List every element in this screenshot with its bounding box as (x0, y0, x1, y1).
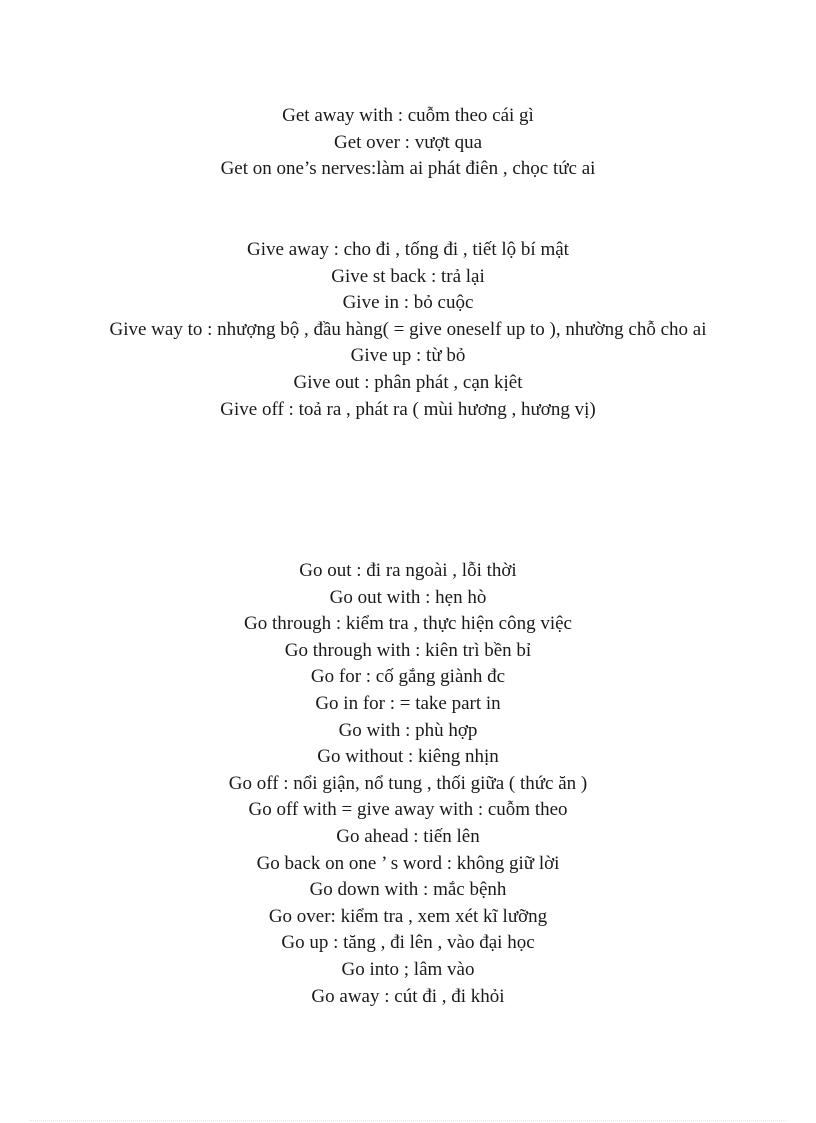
phrase-line: Go through : kiểm tra , thực hiện công việc (244, 613, 572, 635)
phrase-line: Go out : đi ra ngoài , lỗi thời (299, 560, 517, 581)
phrase-line: Go ahead : tiến lên (336, 825, 480, 847)
phrase-line: Give out : phân phát , cạn kịêt (293, 371, 523, 393)
phrase-line: Go down with : mắc bệnh (309, 879, 507, 901)
phrase-line: Give in : bỏ cuộc (342, 292, 474, 314)
phrase-line: Go over: kiểm tra , xem xét kĩ lưỡng (268, 905, 548, 927)
phrase-line: Go up : tăng , đi lên , vào đại học (281, 932, 535, 954)
phrase-line: Give away : cho đi , tống đi , tiết lộ bí mật (247, 239, 569, 260)
page-bottom-divider (30, 1120, 786, 1121)
phrase-line: Go into ; lâm vào (341, 958, 475, 980)
phrase-line: Get over : vượt qua (333, 131, 483, 153)
phrase-line: Go out with : hẹn hò (329, 586, 487, 608)
phrase-line: Go in for : = take part in (315, 692, 501, 714)
phrase-line: Go with : phù hợp (338, 719, 478, 741)
phrase-line: Get away with : cuỗm theo cái gì (282, 105, 534, 126)
phrase-line: Go off : nổi giận, nổ tung , thối giữa ( thức ăn ) (228, 772, 588, 794)
phrase-line: Go through with : kiên trì bền bỉ (284, 639, 532, 661)
phrase-line: Go back on one ’ s word : không giữ lời (256, 852, 560, 874)
phrase-line: Get on one’s nerves:làm ai phát điên , chọc tức ai (220, 158, 596, 180)
phrase-line: Give way to : nhượng bộ , đầu hàng( = give oneself up to ), nhường chỗ cho ai (109, 318, 707, 340)
give-phrasal-verbs-section (90, 237, 726, 423)
phrase-line: Give up : từ bỏ (350, 345, 466, 367)
phrase-line: Go away : cút đi , đi khỏi (311, 985, 505, 1007)
phrase-line: Give st back : trả lại (331, 265, 485, 287)
phrase-line: Go off with = give away with : cuỗm theo (248, 799, 568, 821)
phrase-line: Go without : kiêng nhịn (317, 746, 499, 768)
phrase-line: Go for : cố gắng giành đc (310, 666, 506, 688)
get-phrasal-verbs-section (90, 103, 726, 183)
phrase-line: Give off : toả ra , phát ra ( mùi hương , hương vị) (220, 398, 596, 420)
go-phrasal-verbs-section (90, 558, 726, 1010)
